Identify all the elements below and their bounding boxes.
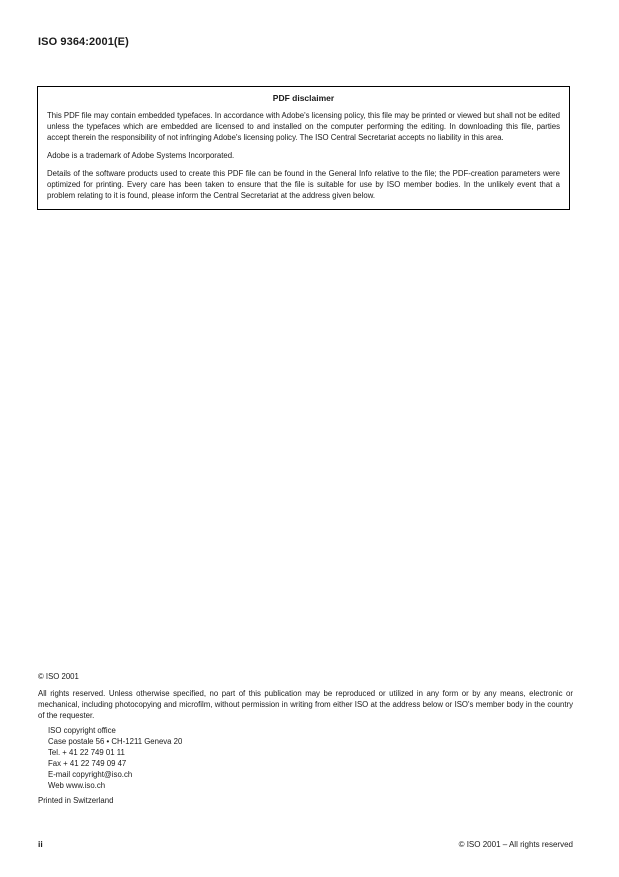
copyright-year-line: © ISO 2001	[38, 672, 79, 681]
address-line: ISO copyright office	[48, 726, 116, 735]
pdf-disclaimer-box	[37, 86, 570, 210]
address-line: Fax + 41 22 749 09 47	[48, 759, 127, 768]
address-line: Case postale 56 • CH-1211 Geneva 20	[48, 737, 183, 746]
copyright-section	[38, 672, 573, 805]
disclaimer-paragraph: Details of the software products used to create this PDF file can be found in the General Info relative to the file; the PDF-creation parameters were optimized for printing. Every care has been taken to ensure that the file is suitable for use by ISO member bodies. In the unlikely event that a problem relating to it is found, please inform the Central Secretariat at the address given below.	[47, 169, 560, 200]
page-footer	[38, 839, 573, 849]
disclaimer-paragraph: This PDF file may contain embedded typefaces. In accordance with Adobe's licensing policy, this file may be printed or viewed but shall not be edited unless the typefaces which are embedded are licensed to and installed on the computer performing the editing. In downloading this file, parties accept therein the responsibility of not infringing Adobe's licensing policy. The ISO Central Secretariat accepts no liability in this area.	[47, 111, 560, 142]
address-line-email: E-mail copyright@iso.ch	[48, 770, 133, 779]
copyright-rights-text: All rights reserved. Unless otherwise specified, no part of this publication may be reproduced or utilized in any form or by any means, electronic or mechanical, including photocopying and microfilm, without permission in writing from either ISO at the address below or ISO's member body in the country of the requester.	[38, 689, 573, 720]
iso-address-block	[48, 725, 573, 791]
footer-copyright-notice: © ISO 2001 – All rights reserved	[458, 840, 573, 849]
disclaimer-title: PDF disclaimer	[272, 93, 335, 103]
document-header-title: ISO 9364:2001(E)	[38, 36, 129, 48]
address-line: Tel. + 41 22 749 01 11	[48, 748, 125, 757]
printed-in-line: Printed in Switzerland	[38, 796, 114, 805]
disclaimer-paragraph: Adobe is a trademark of Adobe Systems Incorporated.	[47, 151, 235, 160]
footer-page-number: ii	[38, 839, 43, 849]
address-line-web: Web www.iso.ch	[48, 781, 106, 790]
